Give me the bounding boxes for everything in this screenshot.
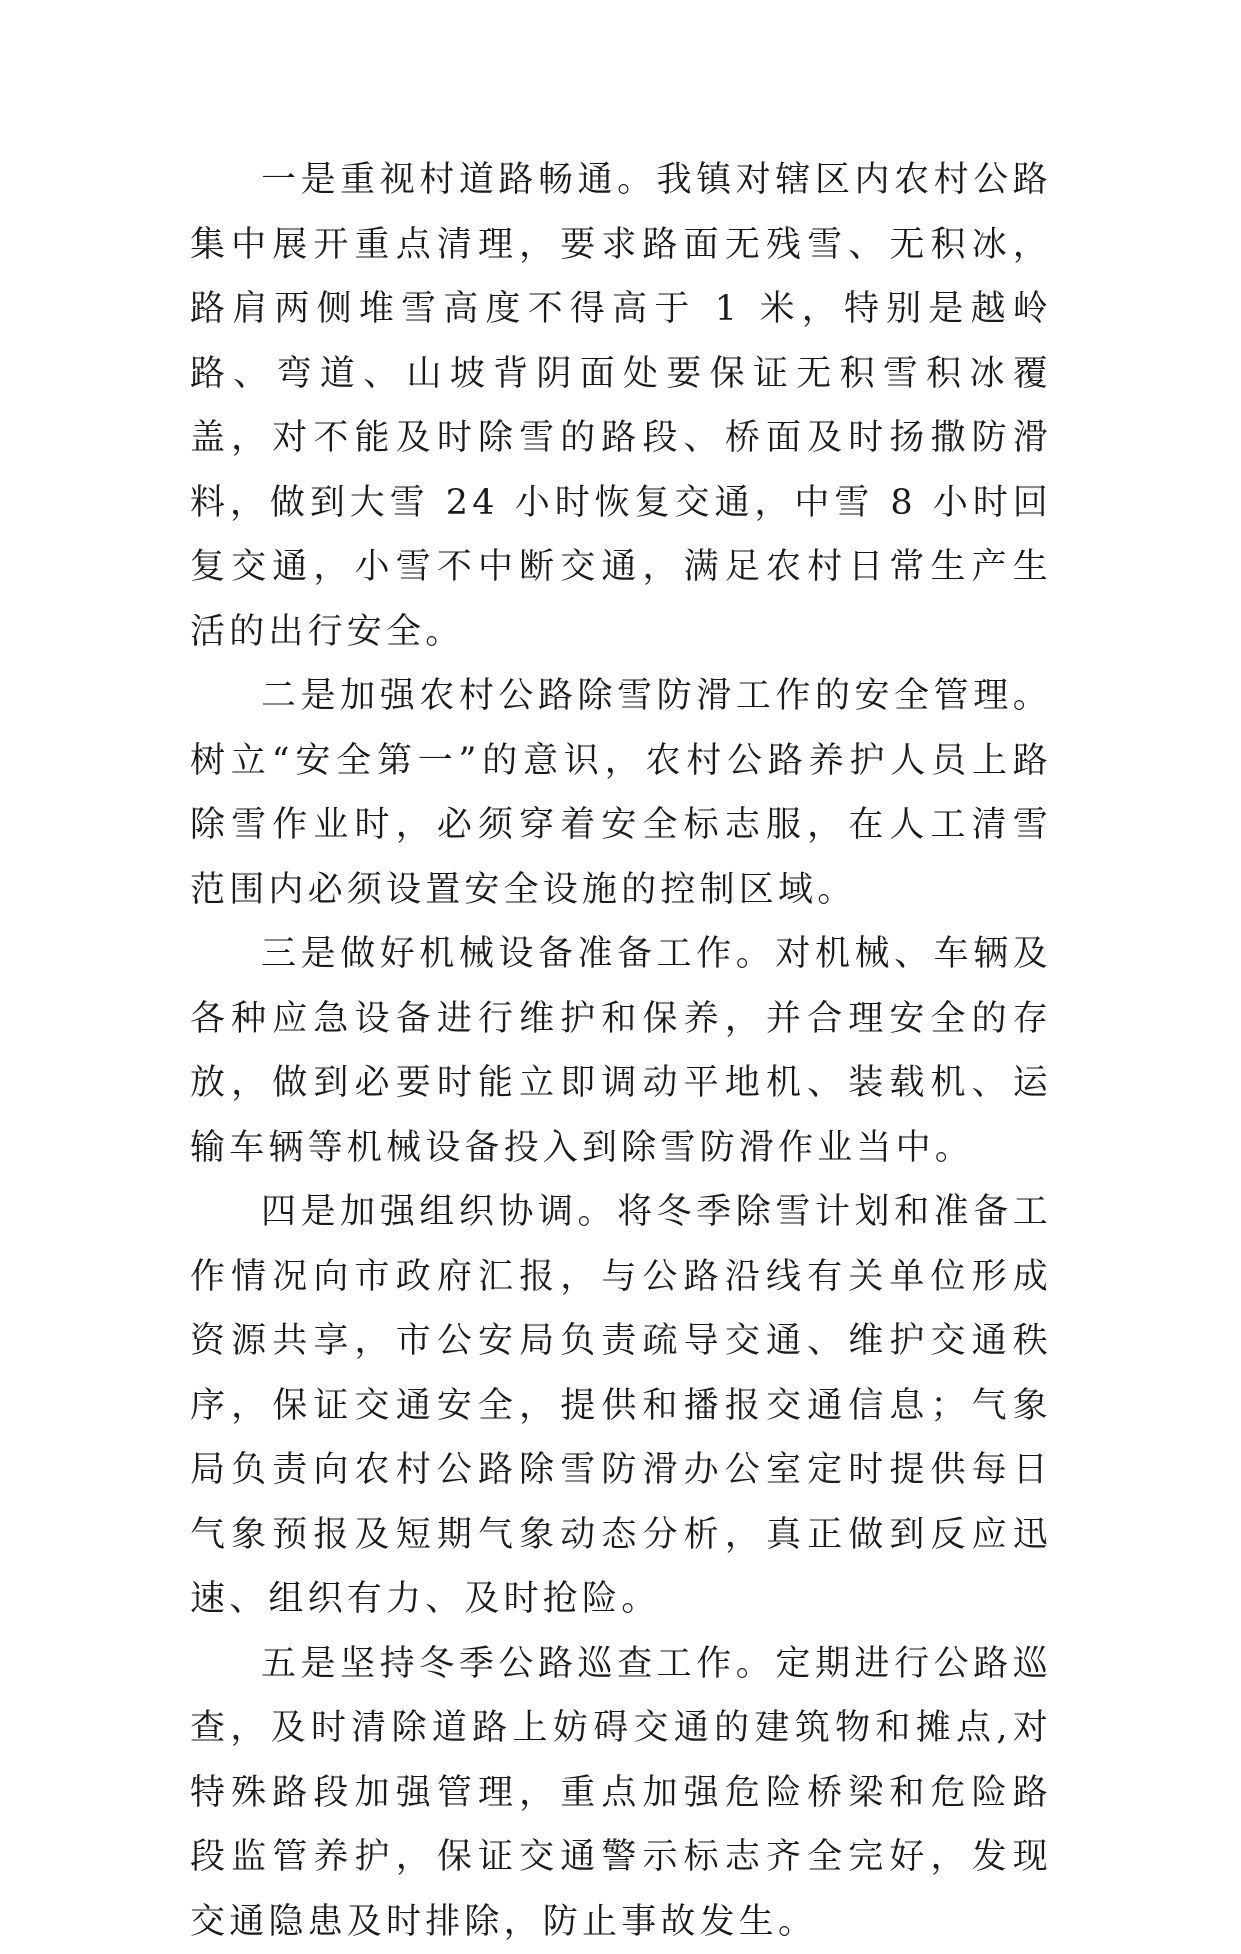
document-body bbox=[190, 148, 1052, 1954]
paragraph-equipment-preparation: 三是做好机械设备准备工作。对机械、车辆及各种应急设备进行维护和保养，并合理安全的存放，做到必要时能立即调动平地机、装载机、运输车辆等机械设备投入到除雪防滑作业当中。 bbox=[190, 922, 1052, 1180]
paragraph-safety-management: 二是加强农村公路除雪防滑工作的安全管理。树立“安全第一”的意识，农村公路养护人员上路除雪作业时，必须穿着安全标志服，在人工清雪范围内必须设置安全设施的控制区域。 bbox=[190, 664, 1052, 922]
paragraph-coordination: 四是加强组织协调。将冬季除雪计划和准备工作情况向市政府汇报，与公路沿线有关单位形成资源共享，市公安局负责疏导交通、维护交通秩序，保证交通安全，提供和播报交通信息；气象局负责向农村公路除雪防滑办公室定时提供每日气象预报及短期气象动态分析，真正做到反应迅速、组织有力、及时抢险。 bbox=[190, 1180, 1052, 1632]
paragraph-road-clearing: 一是重视村道路畅通。我镇对辖区内农村公路集中展开重点清理，要求路面无残雪、无积冰，路肩两侧堆雪高度不得高于 1 米，特别是越岭路、弯道、山坡背阴面处要保证无积雪积冰覆盖，对不能及时除雪的路段、桥面及时扬撒防滑料，做到大雪 24 小时恢复交通，中雪 8 小时回复交通，小雪不中断交通，满足农村日常生产生活的出行安全。 bbox=[190, 148, 1052, 664]
paragraph-patrol-inspection: 五是坚持冬季公路巡查工作。定期进行公路巡查，及时清除道路上妨碍交通的建筑物和摊点,对特殊路段加强管理，重点加强危险桥梁和危险路段监管养护，保证交通警示标志齐全完好，发现交通隐患及时排除，防止事故发生。 bbox=[190, 1632, 1052, 1954]
